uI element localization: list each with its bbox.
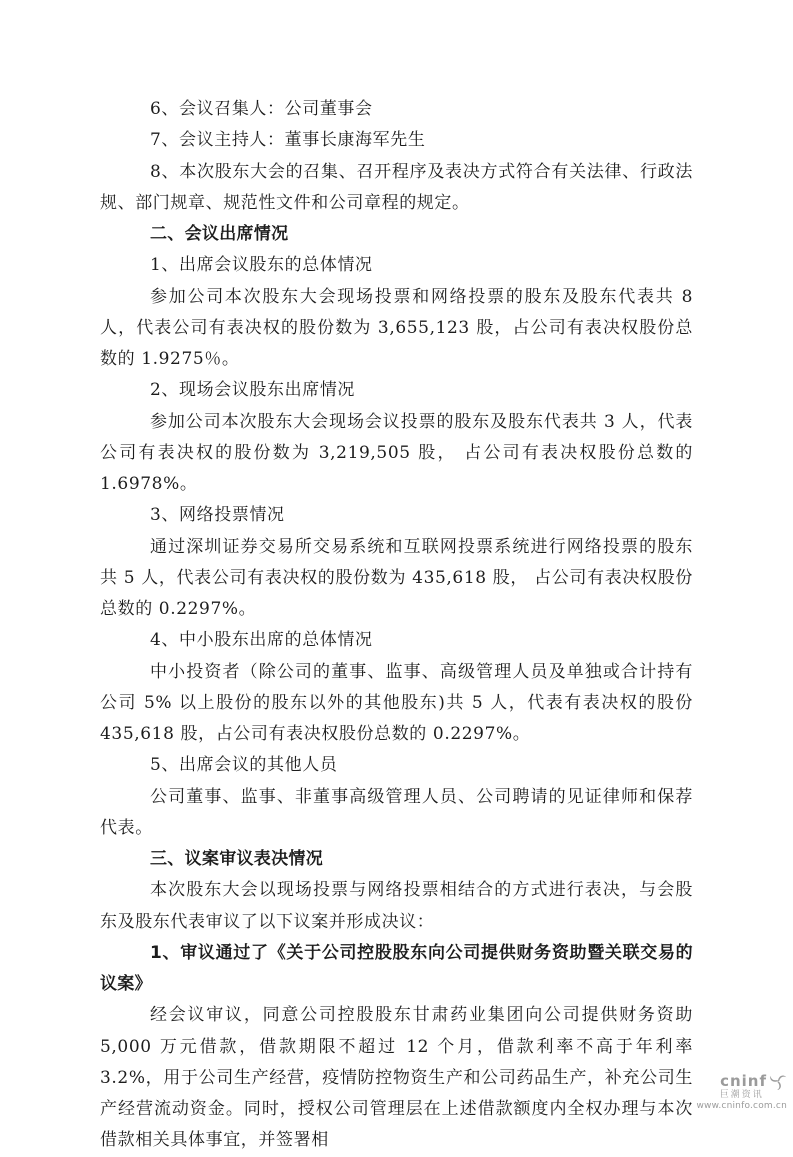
paragraph: 5、出席会议的其他人员 (150, 755, 338, 776)
paragraph: 8、本次股东大会的召集、召开程序及表决方式符合有关法律、行政法规、部门规章、规范性文件和公司章程的规定。 (100, 161, 693, 213)
paragraph: 7、会议主持人：董事长康海军先生 (150, 130, 426, 151)
paragraph: 中小投资者（除公司的董事、监事、高级管理人员及单独或合计持有公司 5% 以上股份的股东以外的其他股东)共 5 人，代表有表决权的股份 435,618 股，占公司有表决权股份总数的 0.2297%。 (100, 661, 693, 744)
paragraph: 公司董事、监事、非董事高级管理人员、公司聘请的见证律师和保荐代表。 (100, 786, 693, 838)
cninfo-website-url: www.cninfo.com.cn (696, 1101, 787, 1112)
paragraph: 参加公司本次股东大会现场投票和网络投票的股东及股东代表共 8 人，代表公司有表决权的股份数为 3,655,123 股，占公司有表决权股份总数的 1.9275％。 (100, 286, 693, 369)
cninfo-logo (697, 1072, 788, 1112)
cninfo-pinwheel-icon (769, 1072, 787, 1090)
cninfo-wordmark: cninf (720, 1071, 767, 1090)
paragraph: 经会议审议，同意公司控股股东甘肃药业集团向公司提供财务资助 5,000 万元借款，借款期限不超过 12 个月，借款利率不高于年利率 3.2%，用于公司生产经营，疫情防控物资生产和公司药品生产，补充公司生产经营流动资金。同时，授权公司管理层在上述借款额度内全权办理与本次借款相关具体事宜，并签署相 (100, 1005, 693, 1151)
paragraph: 6、会议召集人：公司董事会 (150, 99, 373, 119)
paragraph: 通过深圳证券交易所交易系统和互联网投票系统进行网络投票的股东共 5 人，代表公司有表决权的股份数为 435,618 股， 占公司有表决权股份总数的 0.2297%。 (100, 536, 693, 619)
paragraph: 2、现场会议股东出席情况 (150, 380, 356, 401)
section-heading: 三、议案审议表决情况 (150, 849, 323, 869)
paragraph: 4、中小股东出席的总体情况 (150, 630, 373, 651)
paragraph: 参加公司本次股东大会现场会议投票的股东及股东代表共 3 人，代表公司有表决权的股份数为 3,219,505 股， 占公司有表决权股份总数的 1.6978%。 (100, 411, 693, 494)
paragraph: 本次股东大会以现场投票与网络投票相结合的方式进行表决，与会股东及股东代表审议了以下议案并形成决议： (100, 880, 693, 932)
document-body (100, 94, 693, 1157)
section-heading: 1、审议通过了《关于公司控股股东向公司提供财务资助暨关联交易的议案》 (100, 942, 693, 994)
paragraph: 1、出席会议股东的总体情况 (150, 255, 373, 276)
cninfo-chinese-name: 巨潮资讯 (719, 1090, 764, 1101)
section-heading: 二、会议出席情况 (150, 224, 289, 244)
cninfo-logo-row (697, 1072, 788, 1090)
paragraph: 3、网络投票情况 (150, 505, 285, 526)
